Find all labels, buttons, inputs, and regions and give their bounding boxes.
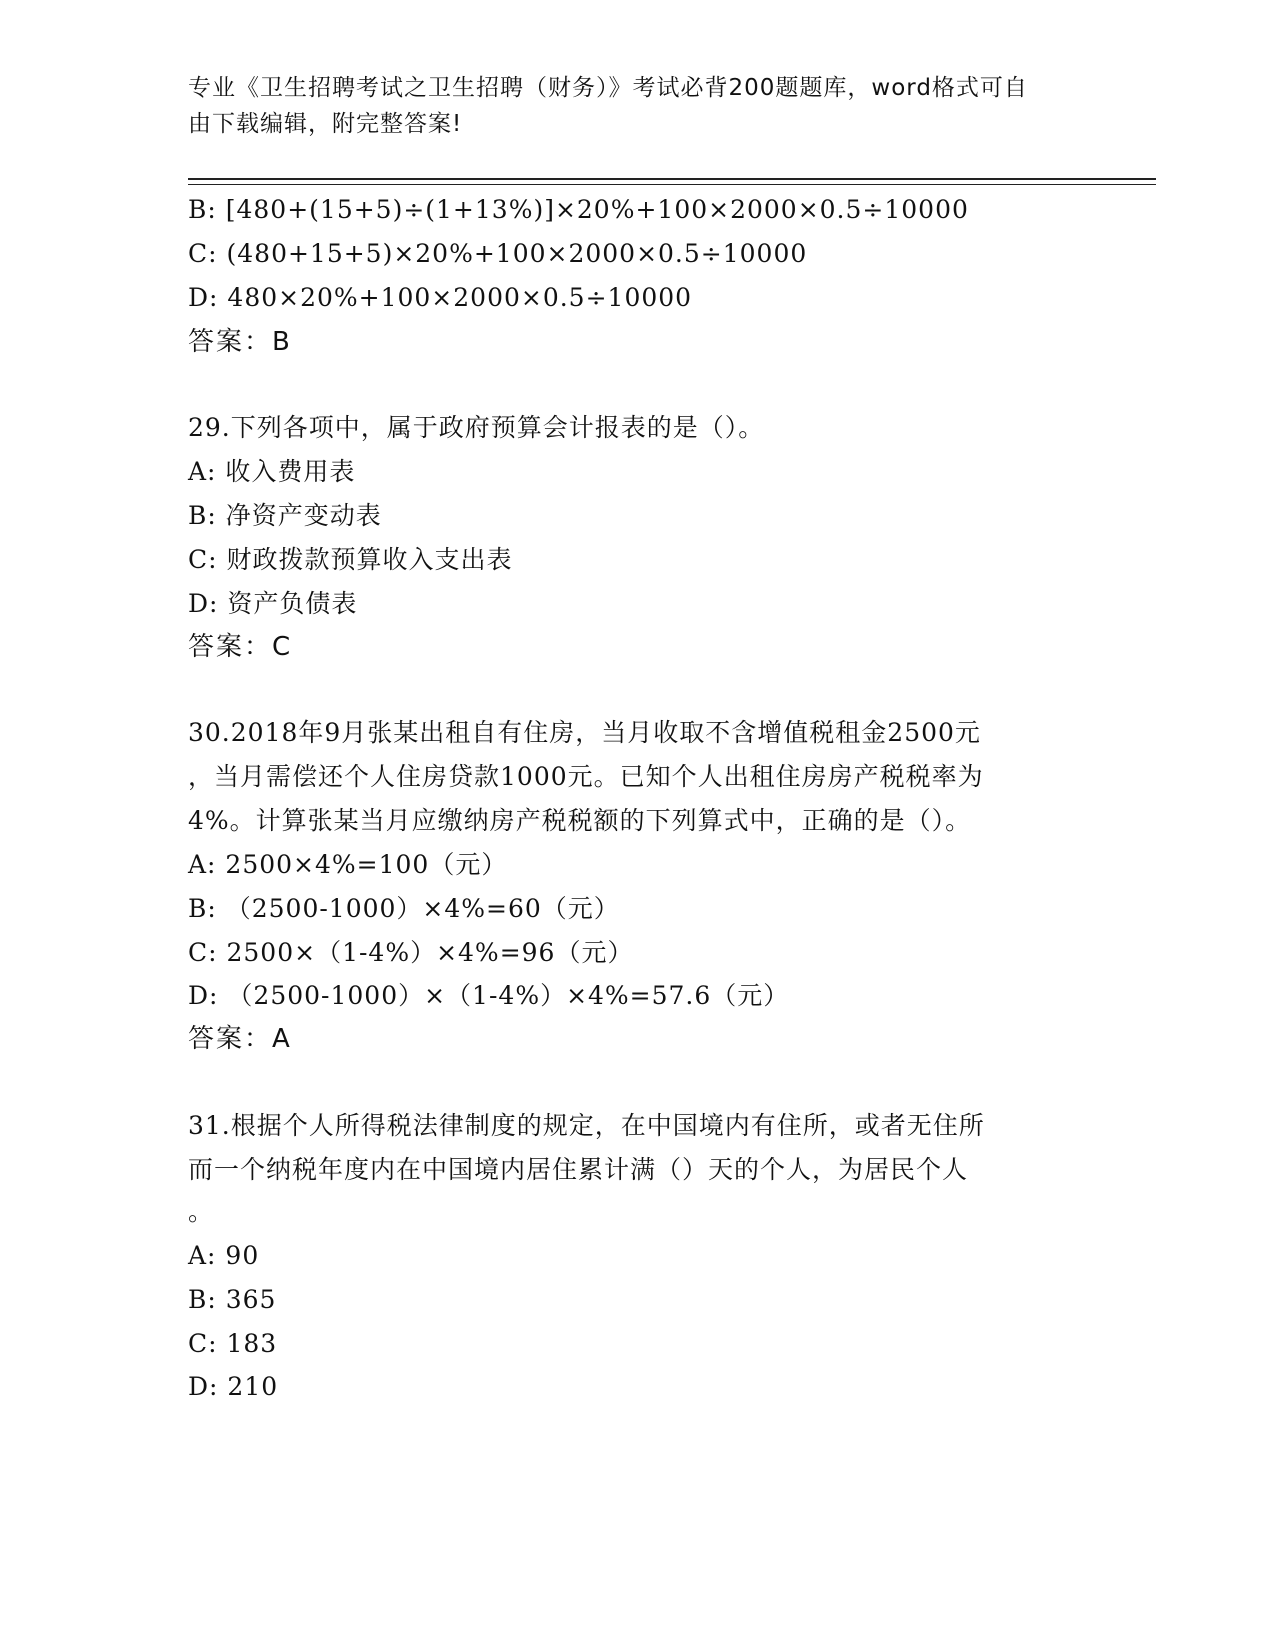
q30-option-c: C: 2500×（1-4%）×4%=96（元） — [188, 938, 634, 967]
q30-stem-line-2: ，当月需偿还个人住房贷款1000元。已知个人出租住房房产税税率为 — [188, 762, 984, 791]
q28-option-d: D: 480×20%+100×2000×0.5÷10000 — [188, 283, 693, 312]
header-divider-thick — [188, 178, 1156, 180]
q28-option-c: C: (480+15+5)×20%+100×2000×0.5÷10000 — [188, 239, 808, 268]
q30-stem-line-3: 4%。计算张某当月应缴纳房产税税额的下列算式中，正确的是（）。 — [188, 806, 972, 835]
header-line-2: 由下载编辑，附完整答案! — [188, 111, 463, 137]
q30-answer: 答案：A — [188, 1024, 292, 1054]
q30-stem-line-1: 30.2018年9月张某出租自有住房，当月收取不含增值税租金2500元 — [188, 718, 981, 747]
q30-option-b: B: （2500-1000）×4%=60（元） — [188, 894, 620, 923]
header-divider-thin — [188, 184, 1156, 185]
header-line-1: 专业《卫生招聘考试之卫生招聘（财务）》考试必背200题题库，word格式可自 — [188, 75, 1028, 101]
q29-answer: 答案：C — [188, 632, 293, 662]
q31-stem-line-2: 而一个纳税年度内在中国境内居住累计满（）天的个人，为居民个人 — [188, 1155, 969, 1184]
q28-answer: 答案：B — [188, 327, 292, 357]
q29-stem: 29.下列各项中，属于政府预算会计报表的是（）。 — [188, 413, 765, 442]
q31-option-d: D: 210 — [188, 1372, 279, 1401]
q29-option-a: A: 收入费用表 — [188, 457, 356, 486]
q31-option-b: B: 365 — [188, 1285, 277, 1314]
q29-option-b: B: 净资产变动表 — [188, 501, 382, 530]
q30-option-a: A: 2500×4%=100（元） — [188, 850, 508, 879]
q31-stem-line-3: 。 — [188, 1197, 215, 1226]
q31-stem-line-1: 31.根据个人所得税法律制度的规定，在中国境内有住所，或者无住所 — [188, 1111, 985, 1140]
q28-option-b: B: [480+(15+5)÷(1+13%)]×20%+100×2000×0.5÷10000 — [188, 195, 969, 224]
q31-option-c: C: 183 — [188, 1329, 278, 1358]
q31-option-a: A: 90 — [188, 1241, 260, 1270]
q29-option-c: C: 财政拨款预算收入支出表 — [188, 545, 513, 574]
document-header — [188, 70, 1088, 142]
q30-option-d: D: （2500-1000）×（1-4%）×4%=57.6（元） — [188, 981, 790, 1010]
q29-option-d: D: 资产负债表 — [188, 589, 358, 618]
